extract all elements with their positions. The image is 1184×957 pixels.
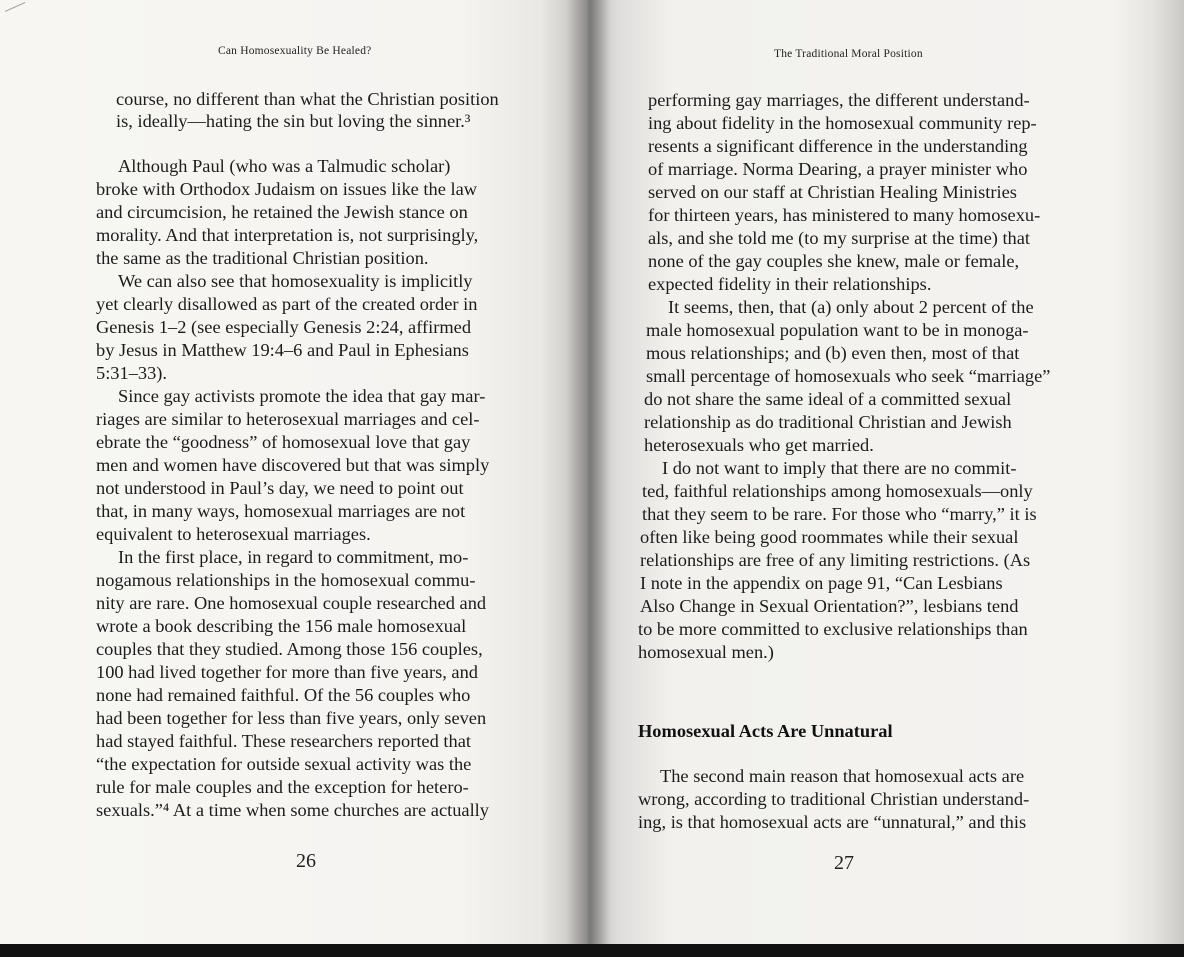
scan-bottom-edge: [0, 944, 1184, 957]
right-line: It seems, then, that (a) only about 2 percent of the: [668, 297, 1034, 317]
right-line: als, and she told me (to my surprise at the time) that: [648, 228, 1031, 248]
left-line: couples that they studied. Among those 156 couples,: [96, 639, 483, 659]
left-line: ebrate the “goodness” of homosexual love that gay: [96, 432, 471, 452]
left-line: wrote a book describing the 156 male homosexual: [96, 616, 467, 636]
left-line: rule for male couples and the exception for hetero-: [96, 777, 469, 797]
left-line: sexuals.”⁴ At a time when some churches are actually: [96, 800, 489, 820]
right-line: none of the gay couples she knew, male or female,: [648, 251, 1020, 271]
left-line: equivalent to heterosexual marriages.: [96, 524, 371, 544]
left-line: 100 had lived together for more than five years, and: [96, 662, 478, 682]
right-line: to be more committed to exclusive relationships than: [638, 619, 1028, 639]
left-line: Although Paul (who was a Talmudic scholar): [118, 156, 451, 176]
left-line: yet clearly disallowed as part of the created order in: [96, 294, 478, 314]
left-line: that, in many ways, homosexual marriages are not: [96, 501, 466, 521]
right-line: expected fidelity in their relationships.: [648, 274, 932, 294]
right-line: The second main reason that homosexual acts are: [660, 766, 1025, 786]
book-gutter-shadow: [566, 0, 610, 944]
left-running-head: Can Homosexuality Be Healed?: [218, 45, 372, 57]
left-line: We can also see that homosexuality is implicitly: [118, 271, 473, 291]
left-line: by Jesus in Matthew 19:4–6 and Paul in Ephesians: [96, 340, 469, 360]
left-line: Since gay activists promote the idea that gay mar-: [118, 386, 486, 406]
left-line: none had remained faithful. Of the 56 couples who: [96, 685, 471, 705]
right-page-number: 27: [834, 852, 854, 874]
right-line: performing gay marriages, the different understand-: [648, 90, 1030, 110]
left-line: had stayed faithful. These researchers reported that: [96, 731, 471, 751]
right-page: [588, 0, 1184, 944]
left-line: Genesis 1–2 (see especially Genesis 2:24, affirmed: [96, 317, 472, 337]
left-line: and circumcision, he retained the Jewish stance on: [96, 202, 468, 222]
right-line: relationship as do traditional Christian and Jewish: [644, 412, 1012, 432]
right-line: small percentage of homosexuals who seek “marriage”: [646, 366, 1051, 386]
right-line: that they seem to be rare. For those who “marry,” it is: [642, 504, 1037, 524]
left-page-number: 26: [296, 850, 316, 872]
right-line: of marriage. Norma Dearing, a prayer minister who: [648, 159, 1028, 179]
right-line: mous relationships; and (b) even then, most of that: [646, 343, 1020, 363]
left-line: nogamous relationships in the homosexual commu-: [96, 570, 476, 590]
left-page: [0, 0, 588, 944]
right-line: Also Change in Sexual Orientation?”, lesbians tend: [640, 596, 1019, 616]
left-line: the same as the traditional Christian position.: [96, 248, 429, 268]
left-line: broke with Orthodox Judaism on issues like the law: [96, 179, 478, 199]
right-line: often like being good roommates while their sexual: [640, 527, 1019, 547]
section-heading: Homosexual Acts Are Unnatural: [638, 721, 893, 741]
left-line: riages are similar to heterosexual marriages and cel-: [96, 409, 480, 429]
right-line: served on our staff at Christian Healing Ministries: [648, 182, 1017, 202]
right-line: homosexual men.): [638, 642, 774, 662]
left-line: nity are rare. One homosexual couple researched and: [96, 593, 487, 613]
right-line: I do not want to imply that there are no commit-: [662, 458, 1017, 478]
left-line: had been together for less than five years, only seven: [96, 708, 487, 728]
page-corner-mark: [0, 0, 25, 12]
left-line: “the expectation for outside sexual activity was the: [96, 754, 472, 774]
right-running-head: The Traditional Moral Position: [774, 48, 923, 60]
right-line: do not share the same ideal of a committed sexual: [644, 389, 1012, 409]
left-line: not understood in Paul’s day, we need to point out: [96, 478, 464, 498]
left-line: In the first place, in regard to commitment, mo-: [118, 547, 469, 567]
right-line: ing about fidelity in the homosexual community rep-: [648, 113, 1037, 133]
left-line: course, no different than what the Christian position: [116, 89, 499, 109]
right-line: wrong, according to traditional Christian understand-: [638, 789, 1030, 809]
right-line: for thirteen years, has ministered to many homosexu-: [648, 205, 1041, 225]
left-line: men and women have discovered but that was simply: [96, 455, 490, 475]
right-line: male homosexual population want to be in monoga-: [646, 320, 1029, 340]
left-line: 5:31–33).: [96, 363, 168, 383]
right-line: resents a significant difference in the understanding: [648, 136, 1028, 156]
right-line: ing, is that homosexual acts are “unnatural,” and this: [638, 812, 1027, 832]
right-line: I note in the appendix on page 91, “Can Lesbians: [640, 573, 1003, 593]
left-line: morality. And that interpretation is, not surprisingly,: [96, 225, 479, 245]
right-line: ted, faithful relationships among homosexuals—only: [642, 481, 1033, 501]
right-line: relationships are free of any limiting restrictions. (As: [640, 550, 1031, 570]
left-line: is, ideally—hating the sin but loving the sinner.³: [116, 111, 471, 131]
right-line: heterosexuals who get married.: [644, 435, 874, 455]
